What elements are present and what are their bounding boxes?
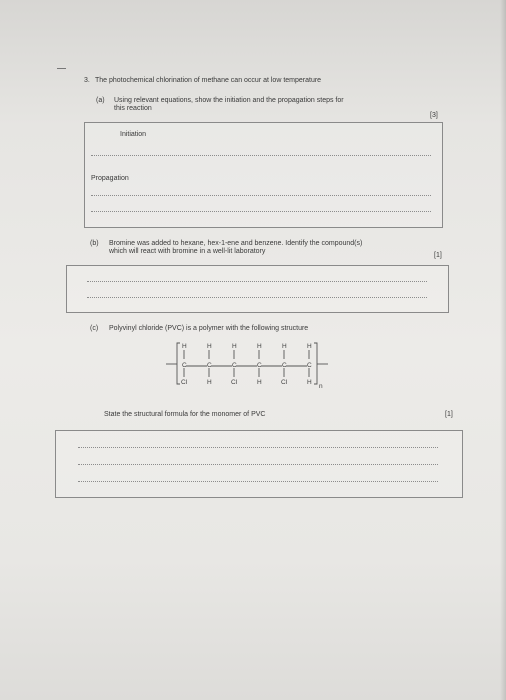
part-c-question: State the structural formula for the monomer of PVC: [104, 411, 266, 418]
part-b-text-line2: which will react with bromine in a well-lit laboratory: [109, 248, 266, 255]
top-atom: H: [307, 343, 312, 350]
answer-line[interactable]: [87, 297, 427, 298]
initiation-label: Initiation: [120, 131, 147, 138]
answer-line[interactable]: [91, 195, 431, 196]
bottom-atom: Cl: [181, 379, 188, 386]
part-b-answer-box[interactable]: [66, 265, 449, 313]
carbon-atom: C: [307, 362, 312, 369]
carbon-atom: C: [232, 362, 237, 369]
carbon-atom: C: [257, 362, 262, 369]
part-b-text-line1: Bromine was added to hexane, hex-1-ene and benzene. Identify the compound(s): [109, 240, 363, 247]
part-a-text-line2: this reaction: [114, 105, 152, 112]
part-c-label: (c): [90, 325, 99, 332]
part-c-marks: [1]: [445, 411, 453, 418]
part-a-label: (a): [96, 97, 105, 104]
part-c-answer-box[interactable]: [55, 430, 463, 498]
part-b-marks: [1]: [434, 252, 442, 259]
top-atom: H: [207, 343, 212, 350]
bottom-atom: H: [307, 379, 312, 386]
answer-line[interactable]: [78, 464, 438, 465]
propagation-label: Propagation: [91, 175, 129, 182]
right-bracket: [314, 343, 317, 384]
question-number: 3.: [84, 77, 90, 84]
pvc-structure-diagram: [166, 340, 336, 390]
carbon-atom: C: [207, 362, 212, 369]
bottom-atom: Cl: [281, 379, 288, 386]
top-atom: H: [182, 343, 187, 350]
page-edge-shadow: [500, 0, 506, 700]
part-c-text: Polyvinyl chloride (PVC) is a polymer with the following structure: [109, 325, 309, 332]
repeat-subscript: n: [319, 383, 323, 390]
margin-dash: [57, 68, 66, 69]
left-bracket: [177, 343, 180, 384]
bottom-atom: Cl: [231, 379, 238, 386]
vertical-bonds: [184, 350, 309, 377]
answer-line[interactable]: [91, 211, 431, 212]
top-atom: H: [257, 343, 262, 350]
answer-line[interactable]: [91, 155, 431, 156]
part-a-marks: [3]: [430, 112, 438, 119]
part-b-label: (b): [90, 240, 99, 247]
question-intro: The photochemical chlorination of methane can occur at low temperature: [95, 77, 322, 84]
answer-line[interactable]: [78, 447, 438, 448]
answer-line[interactable]: [87, 281, 427, 282]
bottom-atom: H: [207, 379, 212, 386]
top-atom: H: [232, 343, 237, 350]
carbon-atom: C: [282, 362, 287, 369]
part-a-answer-box[interactable]: [84, 122, 443, 228]
part-a-text-line1: Using relevant equations, show the initiation and the propagation steps for: [114, 97, 344, 104]
top-atom: H: [282, 343, 287, 350]
bottom-atom: H: [257, 379, 262, 386]
carbon-atom: C: [182, 362, 187, 369]
answer-line[interactable]: [78, 481, 438, 482]
